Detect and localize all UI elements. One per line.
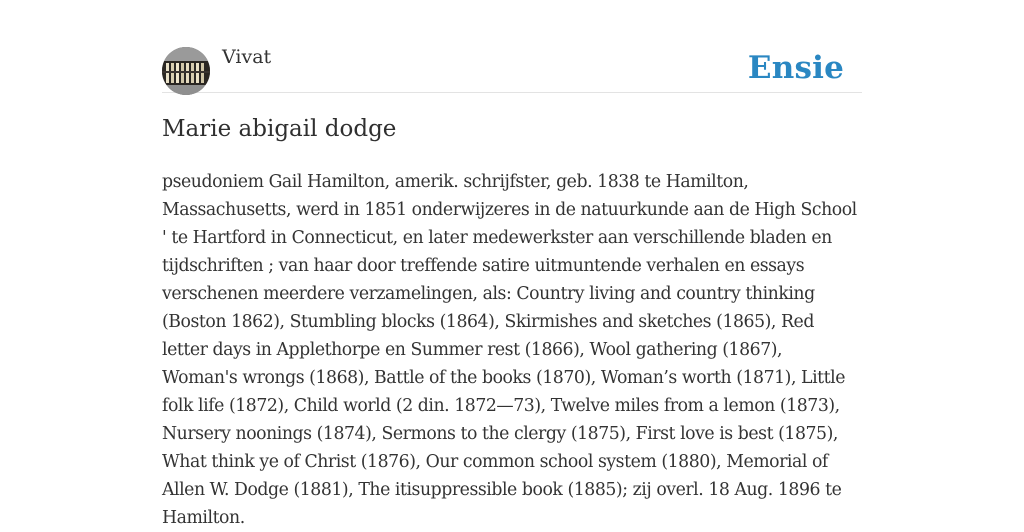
header — [162, 0, 862, 93]
article-body: pseudoniem Gail Hamilton, amerik. schrijfster, geb. 1838 te Hamilton, Massachusetts, werd in 1851 onderwijzeres in de natuurkunde aan de High School ' te Hartford in Connecticut, en later medewerkster aan verschillende bladen en tijdschriften ; van haar door treffende satire uitmuntende verhalen en essays verschenen meerdere verzamelingen, als: Country living and country thinking (Boston 1862), Stumbling blocks (1864), Skirmishes and sketches (1865), Red letter days in Applethorpe en Summer rest (1866), Wool gathering (1867), Woman's wrongs (1868), Battle of the books (1870), Woman’s worth (1871), Little folk life (1872), Child world (2 din. 1872—73), Twelve miles from a lemon (1873), Nursery noonings (1874), Sermons to the clergy (1875), First love is best (1875), What think ye of Christ (1876), Our common school system (1880), Memorial of Allen W. Dodge (1881), The itisuppressible book (1885); zij overl. 18 Aug. 1896 te Hamilton. — [162, 172, 857, 528]
book-spines-icon — [162, 47, 210, 95]
page-container — [162, 0, 862, 528]
author-name[interactable]: Vivat — [222, 46, 272, 68]
avatar[interactable] — [162, 47, 210, 95]
page-title: Marie abigail dodge — [162, 116, 397, 142]
brand-logo[interactable]: Ensie — [747, 50, 844, 86]
